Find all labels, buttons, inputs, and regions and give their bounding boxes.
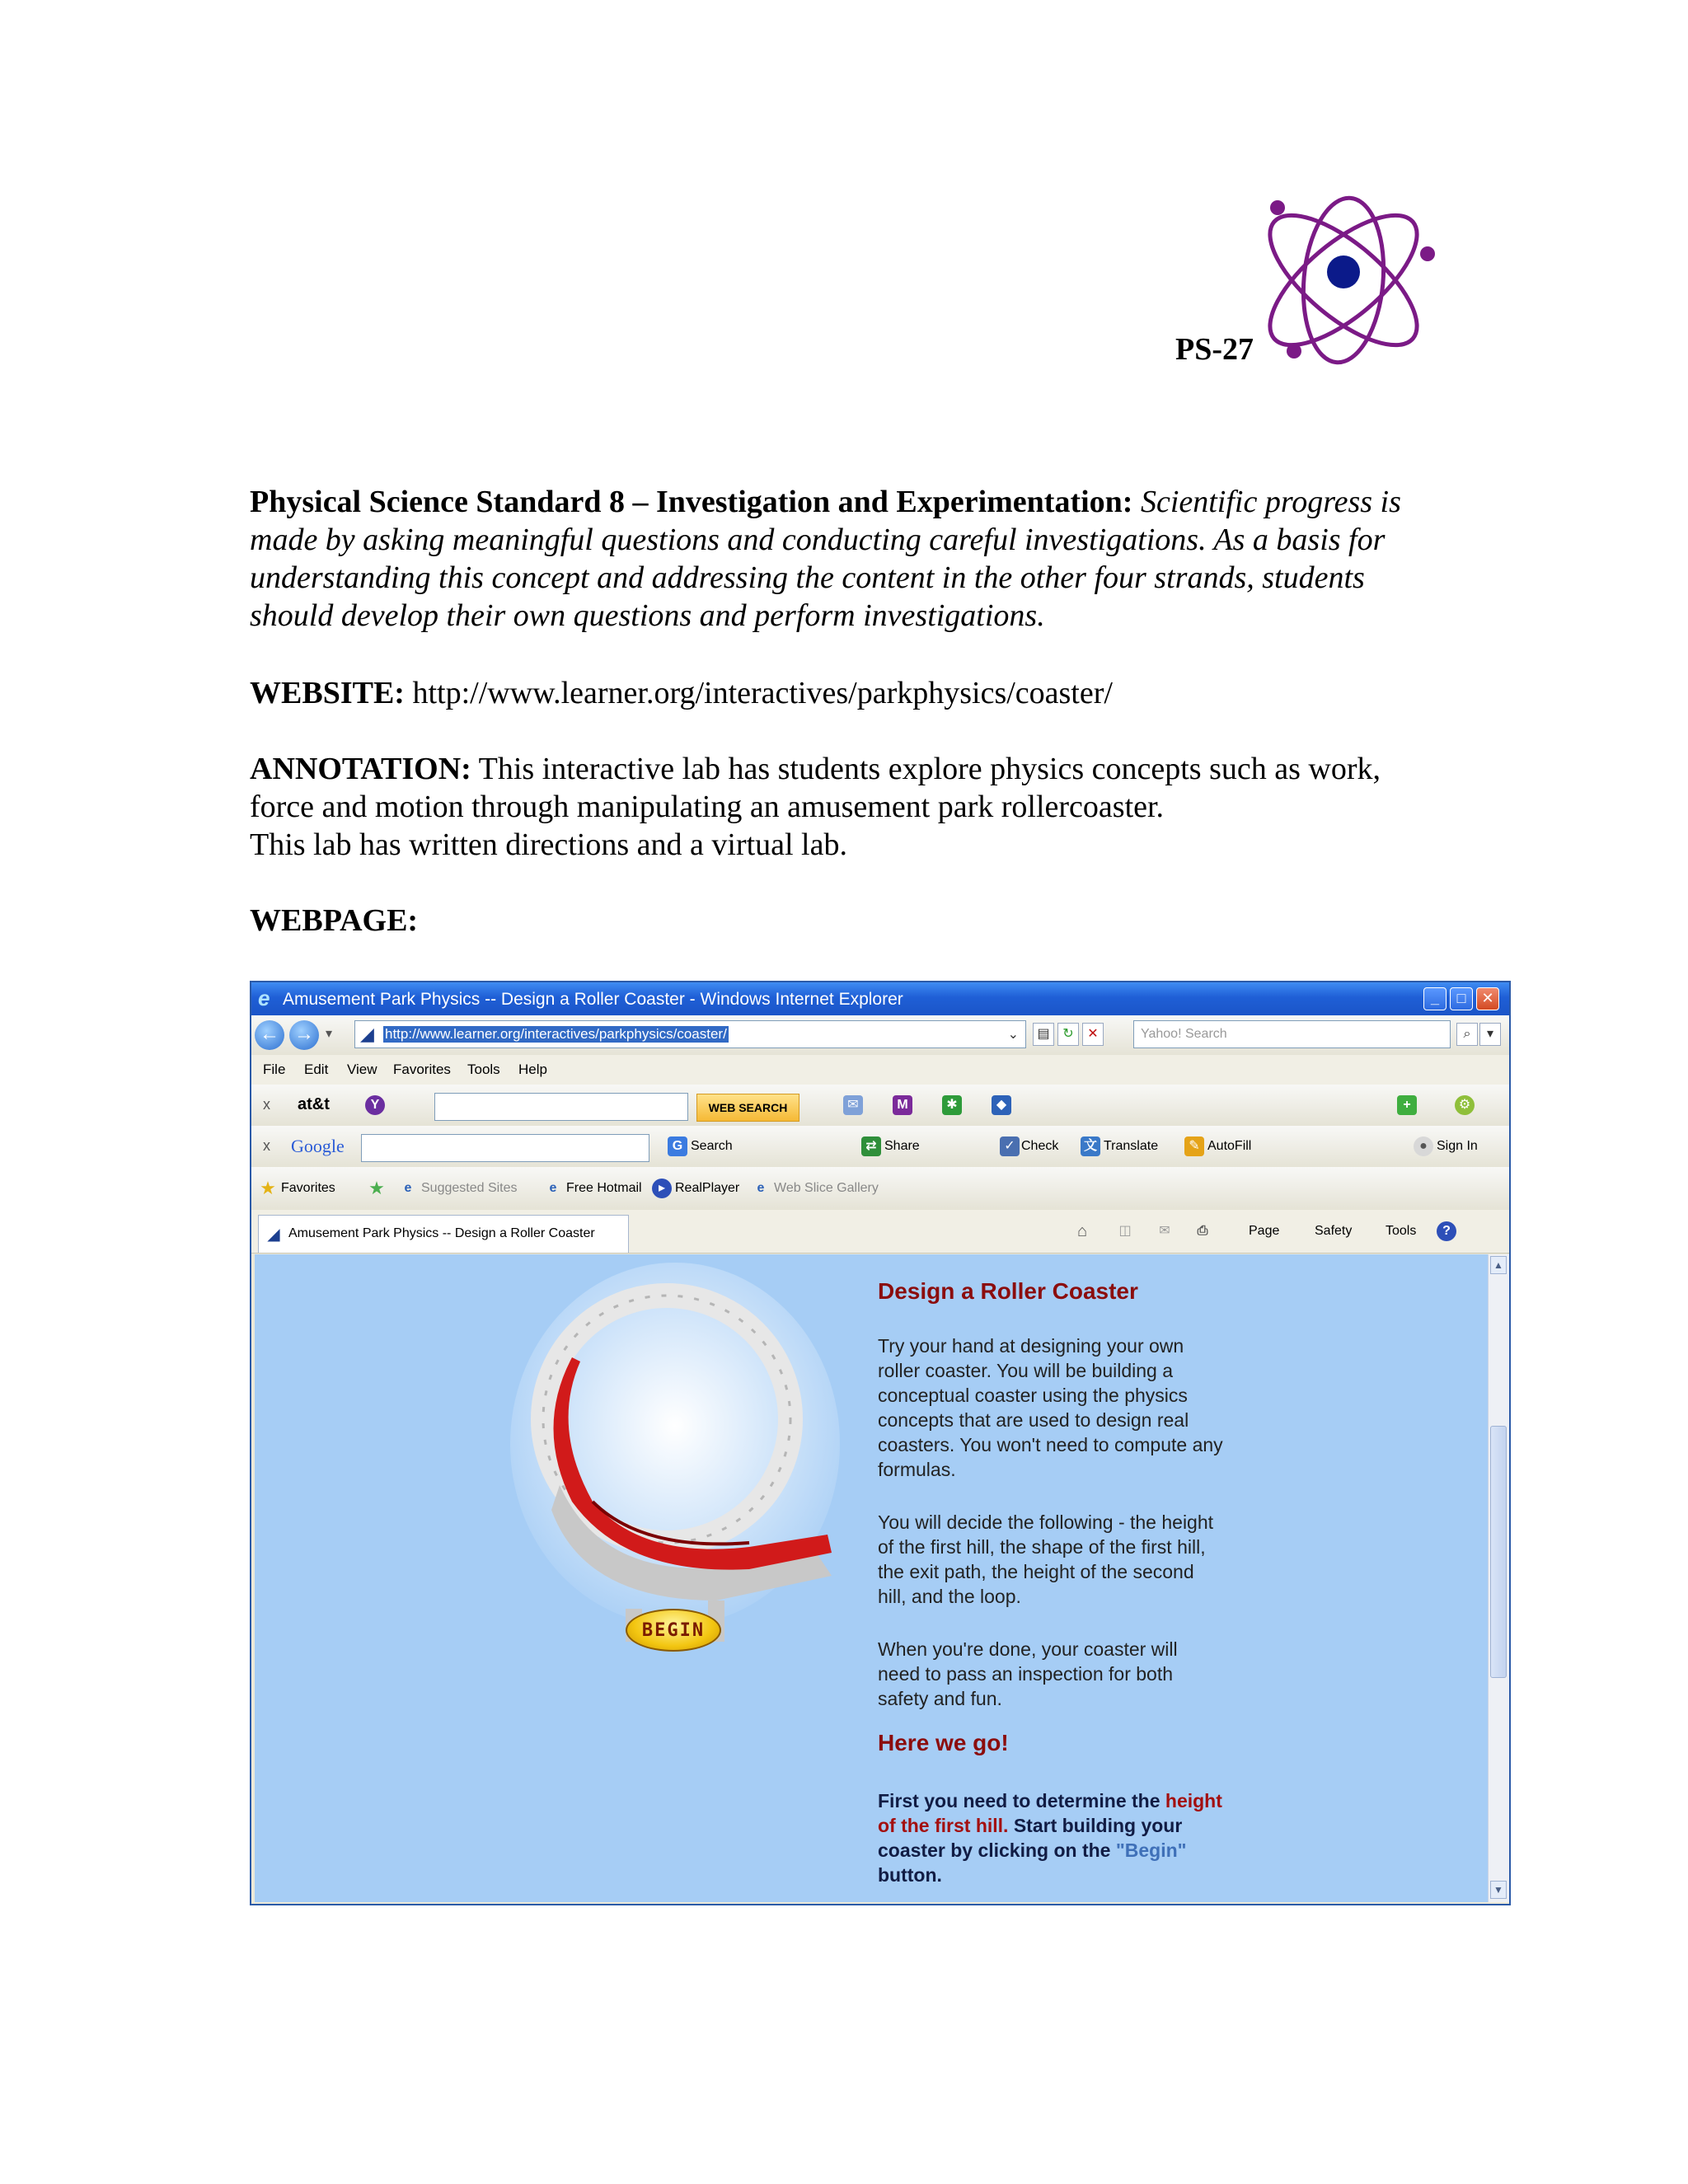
- ie-page-icon: e: [404, 1181, 412, 1195]
- shield-icon[interactable]: ◆: [992, 1095, 1011, 1115]
- add-icon[interactable]: +: [1397, 1095, 1417, 1115]
- autofill-button[interactable]: AutoFill: [1207, 1139, 1252, 1153]
- browser-window: [250, 981, 1511, 1905]
- tab-favicon-icon: ◢: [267, 1226, 280, 1244]
- instructions-text-2: Start building your coaster by clicking on the: [878, 1815, 1183, 1861]
- history-dropdown-icon[interactable]: ▾: [326, 1027, 333, 1041]
- add-favorite-icon[interactable]: ★: [368, 1178, 385, 1198]
- search-options-icon[interactable]: ▾: [1479, 1023, 1501, 1046]
- menu-file[interactable]: File: [263, 1062, 286, 1077]
- title-bar: [251, 982, 1509, 1015]
- print-icon[interactable]: ⎙: [1197, 1224, 1208, 1238]
- tab-title: Amusement Park Physics -- Design a Roller Coaster: [288, 1226, 595, 1240]
- standard-label: Physical Science Standard 8 – Investigation and Experimentation:: [250, 485, 1133, 519]
- google-search-button[interactable]: Search: [691, 1139, 733, 1153]
- spellcheck-icon[interactable]: ✓: [1000, 1137, 1020, 1156]
- tools-menu[interactable]: Tools: [1386, 1224, 1417, 1238]
- translate-button[interactable]: Translate: [1104, 1139, 1159, 1153]
- settings-gear-icon[interactable]: ⚙: [1455, 1095, 1475, 1115]
- maximize-button[interactable]: □: [1450, 987, 1473, 1010]
- close-button[interactable]: ✕: [1476, 987, 1499, 1010]
- address-input[interactable]: [354, 1020, 1026, 1048]
- instructions-text-3: button.: [878, 1864, 942, 1886]
- webpage-label: WEBPAGE:: [250, 903, 419, 938]
- minimize-button[interactable]: _: [1423, 987, 1447, 1010]
- window-title: Amusement Park Physics -- Design a Roller Coaster - Windows Internet Explorer: [283, 990, 903, 1009]
- share-button[interactable]: Share: [884, 1139, 920, 1153]
- toolbar-search-input[interactable]: [434, 1093, 688, 1121]
- scroll-down-icon[interactable]: ▼: [1490, 1881, 1507, 1899]
- feeds-icon[interactable]: ◫: [1118, 1224, 1132, 1238]
- safety-menu[interactable]: Safety: [1315, 1224, 1353, 1238]
- atom-logo: [1245, 190, 1442, 371]
- site-favicon-icon: ◢: [360, 1024, 374, 1044]
- menu-tools[interactable]: Tools: [467, 1062, 500, 1077]
- google-search-input[interactable]: [361, 1134, 649, 1162]
- instructions-highlight: height of the first hill.: [878, 1790, 1222, 1836]
- translate-icon[interactable]: 文: [1081, 1137, 1100, 1156]
- menu-view[interactable]: View: [347, 1062, 377, 1077]
- games-icon[interactable]: ✱: [942, 1095, 962, 1115]
- page-title: Design a Roller Coaster: [878, 1278, 1138, 1304]
- annotation-label: ANNOTATION:: [250, 752, 471, 786]
- close-toolbar-icon[interactable]: x: [263, 1096, 270, 1113]
- begin-button[interactable]: BEGIN: [626, 1609, 721, 1652]
- vertical-scrollbar[interactable]: [1488, 1254, 1510, 1902]
- web-content: [255, 1254, 1488, 1902]
- user-icon[interactable]: ●: [1414, 1137, 1433, 1156]
- instructions-paragraph: [878, 1788, 1224, 1887]
- standard-text: Scientific progress is made by asking meaningful questions and conducting careful investigations. As a basis for understanding this concept and addressing the content in the other four strands, students should develop their own questions and perform investigations.: [250, 485, 1401, 633]
- begin-link-text[interactable]: "Begin": [1115, 1840, 1187, 1861]
- read-mail-icon[interactable]: ✉: [1159, 1224, 1170, 1238]
- forward-button[interactable]: →: [289, 1020, 319, 1050]
- menu-favorites[interactable]: Favorites: [393, 1062, 451, 1077]
- scroll-thumb[interactable]: [1490, 1426, 1507, 1678]
- check-button[interactable]: Check: [1021, 1139, 1059, 1153]
- help-icon[interactable]: ?: [1437, 1221, 1456, 1241]
- autofill-icon[interactable]: ✎: [1184, 1137, 1204, 1156]
- close-google-toolbar-icon[interactable]: x: [263, 1137, 270, 1154]
- web-slice-gallery-link[interactable]: Web Slice Gallery: [774, 1181, 879, 1195]
- refresh-icon[interactable]: ↻: [1057, 1023, 1079, 1046]
- google-search-icon[interactable]: G: [668, 1137, 687, 1156]
- annotation-paragraph: [250, 750, 1445, 864]
- favorites-bar: [251, 1167, 1509, 1211]
- search-placeholder: Yahoo! Search: [1141, 1027, 1227, 1041]
- my-yahoo-icon[interactable]: M: [893, 1095, 912, 1115]
- ie-logo-icon: e: [258, 986, 270, 1010]
- intro-paragraph: Try your hand at designing your own roller coaster. You will be building a conceptual coaster using the physics concepts that are used to design real coasters. You won't need to compute any formulas.: [878, 1335, 1223, 1480]
- back-button[interactable]: ←: [255, 1020, 284, 1050]
- realplayer-icon: ▸: [652, 1179, 672, 1198]
- decisions-paragraph: You will decide the following - the height of the first hill, the shape of the first hill, the exit path, the height of the second hill, and the loop.: [878, 1511, 1214, 1607]
- search-icon[interactable]: ⌕: [1456, 1023, 1478, 1046]
- inspection-paragraph: When you're done, your coaster will need to pass an inspection for both safety and fun.: [878, 1638, 1178, 1709]
- menu-bar: [251, 1055, 1509, 1085]
- menu-edit[interactable]: Edit: [304, 1062, 329, 1077]
- tab-amusement-park[interactable]: [258, 1215, 629, 1253]
- suggested-sites-link[interactable]: Suggested Sites: [421, 1181, 518, 1195]
- yahoo-toolbar: [251, 1085, 1509, 1127]
- web-slice-page-icon: e: [757, 1181, 765, 1195]
- favorites-star-icon[interactable]: ★: [260, 1178, 276, 1198]
- compatibility-icon[interactable]: ▤: [1033, 1023, 1054, 1046]
- home-icon[interactable]: ⌂: [1076, 1222, 1088, 1240]
- sign-in-button[interactable]: Sign In: [1437, 1139, 1478, 1153]
- att-logo: at&t: [298, 1095, 330, 1113]
- annotation-text-2: This lab has written directions and a virtual lab.: [250, 827, 847, 862]
- google-toolbar: [251, 1126, 1509, 1168]
- hotmail-page-icon: e: [549, 1181, 557, 1195]
- here-we-go-heading: Here we go!: [878, 1730, 1009, 1755]
- scroll-up-icon[interactable]: ▲: [1490, 1256, 1507, 1274]
- yahoo-search-input[interactable]: [1133, 1020, 1451, 1048]
- realplayer-link[interactable]: RealPlayer: [675, 1181, 740, 1195]
- yahoo-logo-icon[interactable]: Y: [365, 1095, 385, 1115]
- roller-coaster-image: [502, 1263, 848, 1642]
- address-bar: [251, 1015, 1509, 1056]
- page-menu[interactable]: Page: [1249, 1224, 1280, 1238]
- favorites-button[interactable]: Favorites: [281, 1181, 335, 1195]
- mail-icon[interactable]: ✉: [843, 1095, 863, 1115]
- website-paragraph: [250, 674, 1445, 712]
- address-text: http://www.learner.org/interactives/parkphysics/coaster/: [385, 1026, 727, 1042]
- document-code: PS-27: [1175, 332, 1254, 367]
- instructions-text-1: First you need to determine the: [878, 1790, 1160, 1811]
- tab-bar: [251, 1210, 1509, 1254]
- address-dropdown-icon[interactable]: ⌄: [1007, 1028, 1019, 1042]
- share-icon[interactable]: ⇄: [861, 1137, 881, 1156]
- website-url: http://www.learner.org/interactives/parkphysics/coaster/: [412, 676, 1113, 710]
- web-search-button[interactable]: WEB SEARCH: [696, 1094, 799, 1122]
- stop-icon[interactable]: ✕: [1082, 1023, 1104, 1046]
- website-label: WEBSITE:: [250, 676, 405, 710]
- google-logo: Google: [291, 1136, 345, 1156]
- annotation-text: This interactive lab has students explore physics concepts such as work, force and motion through manipulating an amusement park rollercoaster.: [250, 752, 1381, 824]
- free-hotmail-link[interactable]: Free Hotmail: [566, 1181, 642, 1195]
- standard-paragraph: [250, 483, 1445, 635]
- menu-help[interactable]: Help: [518, 1062, 547, 1077]
